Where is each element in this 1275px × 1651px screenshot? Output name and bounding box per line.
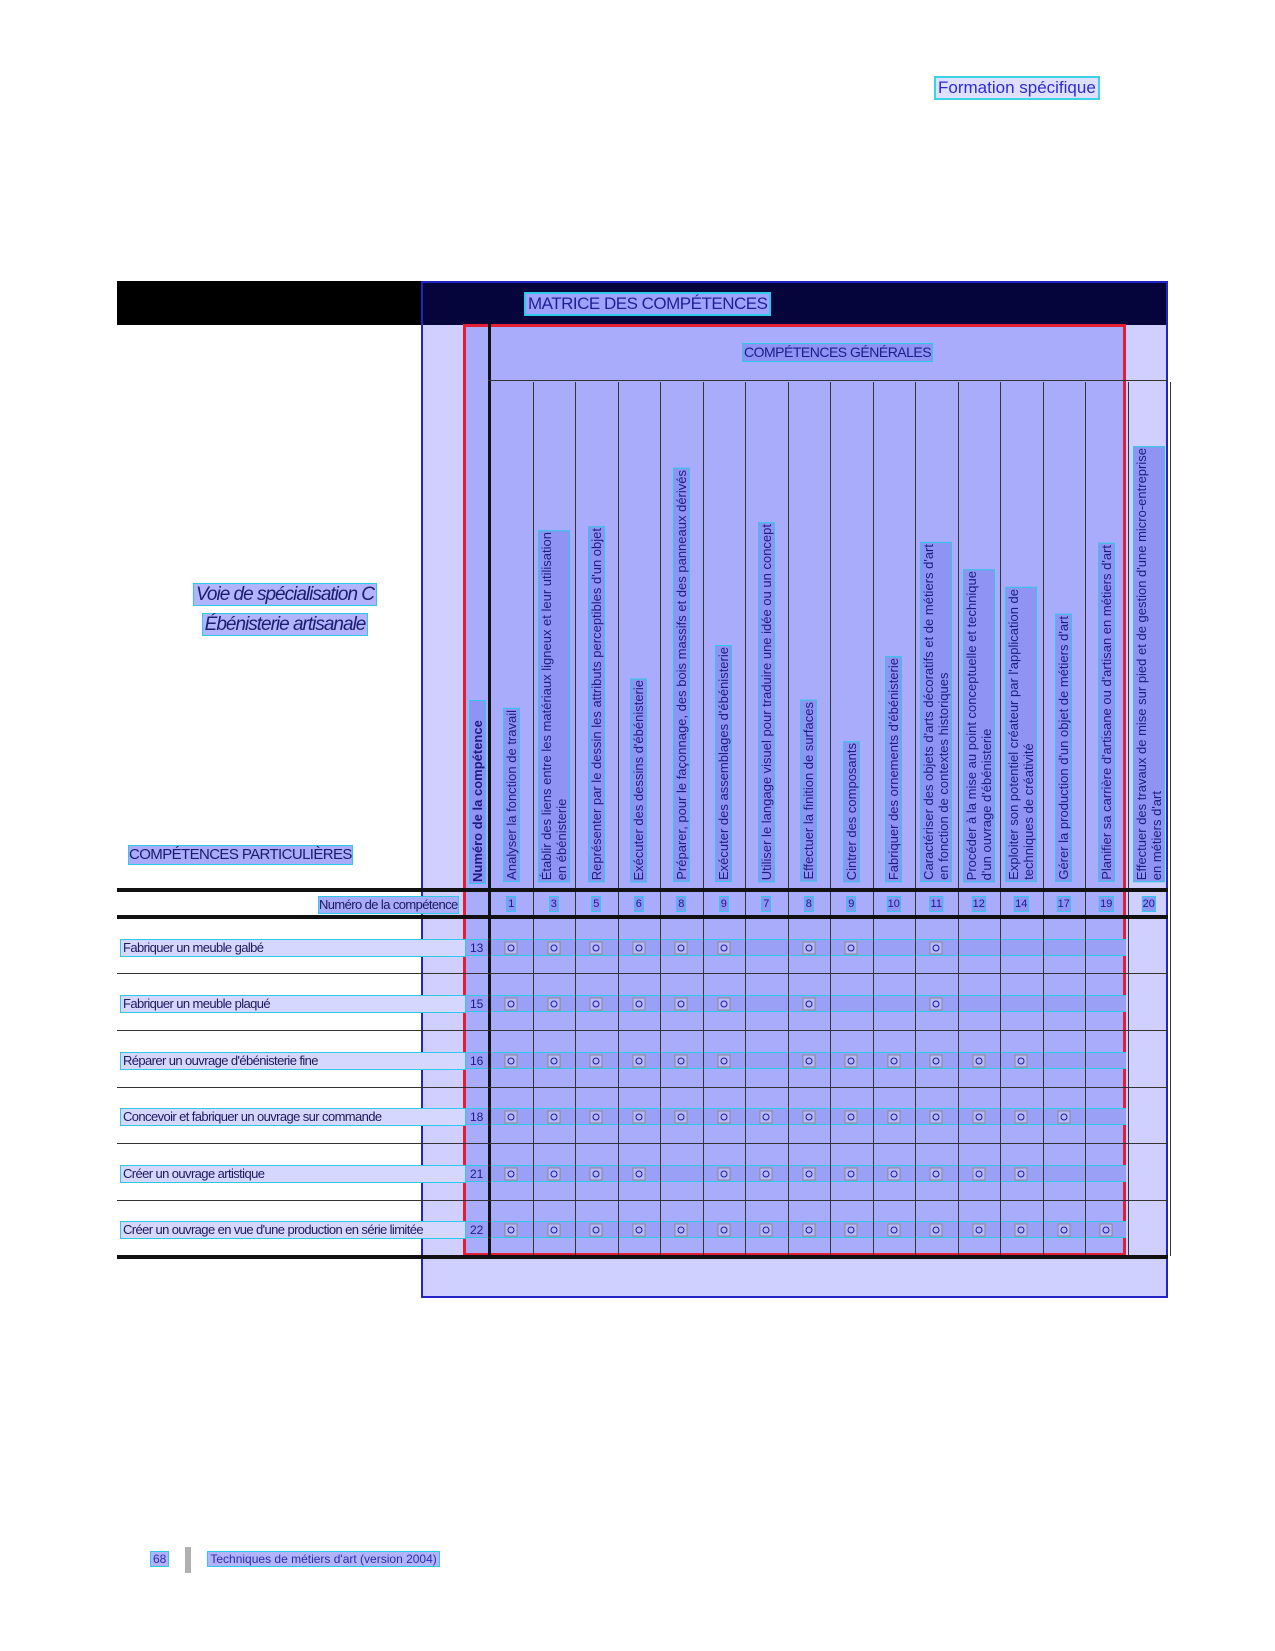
page-footer xyxy=(150,1547,440,1573)
particular-competency-label: Réparer un ouvrage d'ébénisterie fine xyxy=(120,1052,466,1070)
competency-link-mark xyxy=(887,1168,900,1181)
competency-column-label: Représenter par le dessin les attributs perceptibles d'un objet xyxy=(588,527,604,880)
column-divider xyxy=(873,382,874,1256)
competency-link-mark xyxy=(547,1168,560,1181)
competency-link-mark xyxy=(632,1055,645,1068)
competency-column-label: Préparer, pour le façonnage, des bois massifs et des panneaux dérivés xyxy=(673,470,689,880)
competency-link-mark xyxy=(632,942,645,955)
competency-link-mark xyxy=(845,1168,858,1181)
competency-link-mark xyxy=(845,1055,858,1068)
competency-column-label: Cintrer des composants xyxy=(843,742,859,880)
competency-link-mark xyxy=(802,942,815,955)
competency-column-number: 7 xyxy=(763,898,770,910)
competency-column-label: Analyser la fonction de travail xyxy=(503,710,519,880)
header-divider xyxy=(488,380,1168,381)
column-divider xyxy=(703,382,704,1256)
vertical-divider xyxy=(488,324,491,1256)
competency-column-number: 8 xyxy=(678,898,685,910)
competency-link-mark xyxy=(802,998,815,1011)
competency-link-mark xyxy=(505,942,518,955)
competency-link-mark xyxy=(717,1111,730,1124)
competency-column-label: Gérer la production d'un objet de métiers d'art xyxy=(1056,616,1072,880)
footer-separator xyxy=(185,1547,191,1573)
competency-link-mark xyxy=(590,1055,603,1068)
competency-link-mark xyxy=(1057,1111,1070,1124)
competency-column-number: 6 xyxy=(635,898,642,910)
particular-competency-number: 22 xyxy=(470,1223,484,1237)
particular-competency-label: Créer un ouvrage en vue d'une production en série limitée xyxy=(120,1221,466,1239)
particular-competency-label: Fabriquer un meuble galbé xyxy=(120,939,466,957)
row-highlight-band xyxy=(463,939,1126,956)
particular-competency-label: Concevoir et fabriquer un ouvrage sur commande xyxy=(120,1108,466,1126)
competency-link-mark xyxy=(547,1224,560,1237)
competency-link-mark xyxy=(632,998,645,1011)
competency-link-mark xyxy=(590,1168,603,1181)
column-divider xyxy=(915,382,916,1256)
competency-link-mark xyxy=(717,942,730,955)
column-divider xyxy=(830,382,831,1256)
competency-column-label: Caractériser des objets d'arts décoratifs et de métiers d'art en fonction de contextes historiques xyxy=(921,544,952,880)
competency-link-mark xyxy=(717,1168,730,1181)
row-divider xyxy=(117,973,1168,974)
competency-number-label: Numéro de la compétence xyxy=(319,897,458,912)
particular-competency-label: Fabriquer un meuble plaqué xyxy=(120,995,466,1013)
competency-link-mark xyxy=(590,1224,603,1237)
competency-link-mark xyxy=(717,1224,730,1237)
competency-link-mark xyxy=(1015,1111,1028,1124)
competency-link-mark xyxy=(887,1111,900,1124)
column-divider xyxy=(745,382,746,1256)
competency-link-mark xyxy=(675,1224,688,1237)
competency-link-mark xyxy=(505,1168,518,1181)
competency-link-mark xyxy=(845,942,858,955)
competency-link-mark xyxy=(930,1224,943,1237)
competency-link-mark xyxy=(1015,1055,1028,1068)
competency-link-mark xyxy=(505,1111,518,1124)
competency-link-mark xyxy=(930,942,943,955)
column-divider xyxy=(660,382,661,1256)
competency-link-mark xyxy=(590,1111,603,1124)
competency-column-number: 5 xyxy=(593,898,600,910)
competency-link-mark xyxy=(632,1224,645,1237)
row-divider xyxy=(117,1030,1168,1031)
header-rule-bottom xyxy=(117,915,1168,919)
competency-link-mark xyxy=(930,1168,943,1181)
particular-competency-number: 13 xyxy=(470,941,484,955)
competency-column-number: 12 xyxy=(972,898,985,910)
column-divider xyxy=(958,382,959,1256)
competency-column-number: 10 xyxy=(887,898,900,910)
specialization-line-1: Voie de spécialisation C xyxy=(193,583,377,606)
column-divider xyxy=(1170,382,1171,1256)
competency-link-mark xyxy=(930,1055,943,1068)
particular-competency-number: 21 xyxy=(470,1167,484,1181)
particular-competency-number: 15 xyxy=(470,997,484,1011)
row-divider xyxy=(117,1143,1168,1144)
specialization-title xyxy=(135,580,435,640)
particular-competency-number: 18 xyxy=(470,1110,484,1124)
header-rule-top xyxy=(117,888,1168,892)
competency-link-mark xyxy=(887,1224,900,1237)
competency-link-mark xyxy=(972,1111,985,1124)
section-heading: Formation spécifique xyxy=(934,76,1100,100)
competency-link-mark xyxy=(802,1055,815,1068)
competency-link-mark xyxy=(505,1055,518,1068)
competency-link-mark xyxy=(1057,1224,1070,1237)
competency-column-label: Fabriquer des ornements d'ébénisterie xyxy=(886,657,902,880)
competency-column-label: Utiliser le langage visuel pour traduire une idée ou un concept xyxy=(758,523,774,880)
competency-link-mark xyxy=(802,1168,815,1181)
left-header-bar xyxy=(117,281,422,325)
page-number: 68 xyxy=(150,1551,169,1567)
competency-link-mark xyxy=(547,942,560,955)
competency-column-number: 11 xyxy=(930,898,942,910)
competency-column-label: Effectuer la finition de surfaces xyxy=(801,702,817,880)
competency-link-mark xyxy=(760,1224,773,1237)
competency-link-mark xyxy=(675,1111,688,1124)
column-divider xyxy=(1085,382,1086,1256)
competency-column-label: Planifier sa carrière d'artisane ou d'artisan en métiers d'art xyxy=(1098,545,1114,880)
competency-link-mark xyxy=(930,998,943,1011)
competency-column-number: 17 xyxy=(1057,898,1070,910)
column-divider xyxy=(533,382,534,1256)
competency-link-mark xyxy=(972,1055,985,1068)
competency-column-number: 1 xyxy=(508,898,515,910)
column-divider xyxy=(1128,382,1129,1256)
competency-link-mark xyxy=(972,1168,985,1181)
competency-column-number: 14 xyxy=(1015,898,1028,910)
row-divider xyxy=(117,1200,1168,1201)
competency-link-mark xyxy=(802,1111,815,1124)
competency-link-mark xyxy=(760,1168,773,1181)
footer-title: Techniques de métiers d'art (version 2004) xyxy=(207,1551,439,1567)
competency-link-mark xyxy=(590,998,603,1011)
competency-link-mark xyxy=(632,1111,645,1124)
competency-column-label: Procéder à la mise au point conceptuelle et technique d'un ouvrage d'ébénisterie xyxy=(963,570,994,880)
competency-link-mark xyxy=(717,998,730,1011)
column-divider xyxy=(1000,382,1001,1256)
competency-link-mark xyxy=(590,942,603,955)
competency-link-mark xyxy=(1100,1224,1113,1237)
competency-column-label: Exploiter son potentiel créateur par l'application de techniques de créativité xyxy=(1006,589,1037,880)
row-highlight-band xyxy=(463,995,1126,1012)
competency-link-mark xyxy=(505,998,518,1011)
competency-column-number: 20 xyxy=(1142,898,1155,910)
competency-number-vertical-label: Numéro de la compétence xyxy=(469,700,486,884)
competency-link-mark xyxy=(632,1168,645,1181)
competency-column-label: Effectuer des travaux de mise sur pied et de gestion d'une micro-entreprise en métiers d'art xyxy=(1133,447,1164,880)
competency-link-mark xyxy=(1015,1224,1028,1237)
competency-link-mark xyxy=(845,1111,858,1124)
competency-link-mark xyxy=(972,1224,985,1237)
competency-link-mark xyxy=(930,1111,943,1124)
particular-competency-label: Créer un ouvrage artistique xyxy=(120,1165,466,1183)
competency-link-mark xyxy=(675,998,688,1011)
competency-link-mark xyxy=(717,1055,730,1068)
competency-link-mark xyxy=(802,1224,815,1237)
competency-link-mark xyxy=(547,1055,560,1068)
competency-link-mark xyxy=(675,942,688,955)
competency-column-number: 19 xyxy=(1100,898,1113,910)
competency-link-mark xyxy=(547,1111,560,1124)
column-divider xyxy=(1043,382,1044,1256)
table-rule-bottom xyxy=(117,1255,1168,1259)
competency-column-label: Exécuter des assemblages d'ébénisterie xyxy=(716,646,732,880)
competency-column-number: 8 xyxy=(805,898,812,910)
competency-link-mark xyxy=(760,1111,773,1124)
row-divider xyxy=(117,1087,1168,1088)
specialization-line-2: Ébénisterie artisanale xyxy=(202,613,369,636)
column-divider xyxy=(788,382,789,1256)
competency-link-mark xyxy=(1015,1168,1028,1181)
matrix-title: MATRICE DES COMPÉTENCES xyxy=(524,292,771,316)
competency-column-number: 9 xyxy=(848,898,855,910)
competency-link-mark xyxy=(887,1055,900,1068)
particular-competency-number: 16 xyxy=(470,1054,484,1068)
competency-column-label: Établir des liens entre les matériaux ligneux et leur utilisation en ébénisterie xyxy=(538,531,569,880)
competency-link-mark xyxy=(675,1055,688,1068)
competency-link-mark xyxy=(845,1224,858,1237)
particular-competencies-header: COMPÉTENCES PARTICULIÈRES xyxy=(129,846,352,863)
column-divider xyxy=(575,382,576,1256)
competency-link-mark xyxy=(547,998,560,1011)
competency-link-mark xyxy=(505,1224,518,1237)
column-divider xyxy=(618,382,619,1256)
general-competencies-header: COMPÉTENCES GÉNÉRALES xyxy=(744,344,932,360)
competency-column-number: 9 xyxy=(720,898,727,910)
competency-column-number: 3 xyxy=(550,898,557,910)
competency-column-label: Exécuter des dessins d'ébénisterie xyxy=(631,679,647,880)
